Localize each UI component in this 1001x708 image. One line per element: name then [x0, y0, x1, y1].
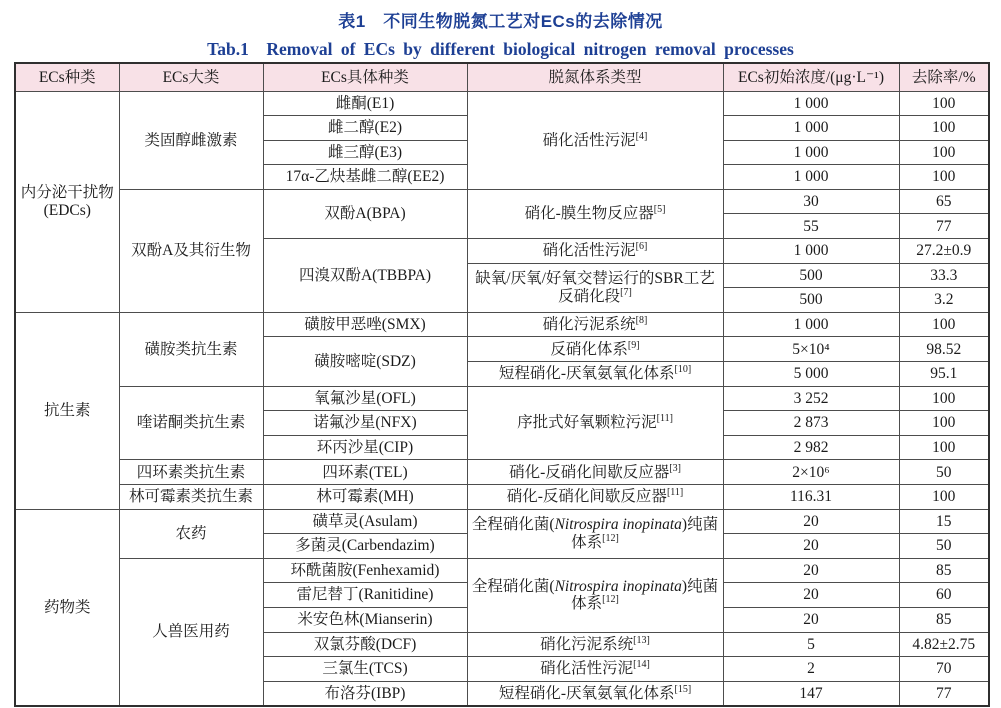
table-cell: 500: [723, 263, 899, 288]
table-cell: 85: [899, 558, 989, 583]
table-cell: 15: [899, 509, 989, 534]
table-caption-en: Tab.1 Removal of ECs by different biological nitrogen removal processes: [207, 39, 794, 59]
table-cell: 反硝化体系[9]: [467, 337, 723, 362]
table-cell: 65: [899, 189, 989, 214]
table-cell: 三氯生(TCS): [263, 657, 467, 682]
citation-ref: [11]: [666, 486, 684, 498]
citation-ref: [6]: [635, 241, 648, 253]
table-cell: 硝化污泥系统[13]: [467, 632, 723, 657]
table-cell: 100: [899, 435, 989, 460]
table-cell: 双氯芬酸(DCF): [263, 632, 467, 657]
table-cell: 27.2±0.9: [899, 239, 989, 264]
table-cell: 布洛芬(IBP): [263, 681, 467, 706]
col-header-ecs-major-class: ECs大类: [119, 63, 263, 91]
table-cell: 100: [899, 312, 989, 337]
citation-ref: [10]: [674, 363, 692, 375]
table-cell: 100: [899, 386, 989, 411]
col-header-ecs-category: ECs种类: [15, 63, 119, 91]
table-cell: 雌酮(E1): [263, 91, 467, 116]
table-cell: 2: [723, 657, 899, 682]
table-cell: 100: [899, 116, 989, 141]
table-cell: 5 000: [723, 362, 899, 387]
table-cell: 双酚A及其衍生物: [119, 189, 263, 312]
table-cell: 磺胺类抗生素: [119, 312, 263, 386]
table-cell: 5: [723, 632, 899, 657]
table-row: [15, 485, 989, 510]
citation-ref: [3]: [669, 462, 681, 474]
table-cell: 环丙沙星(CIP): [263, 435, 467, 460]
table-cell: 四溴双酚A(TBBPA): [263, 239, 467, 313]
table-cell: 雷尼替丁(Ranitidine): [263, 583, 467, 608]
table-cell: 2 982: [723, 435, 899, 460]
table-cell: 100: [899, 411, 989, 436]
table-cell: 17α-乙炔基雌二醇(EE2): [263, 165, 467, 190]
table-cell: 全程硝化菌(Nitrospira inopinata)纯菌体系[12]: [467, 509, 723, 558]
table-cell: 林可霉素(MH): [263, 485, 467, 510]
table-cell: 序批式好氧颗粒污泥[11]: [467, 386, 723, 460]
table-cell: 硝化-膜生物反应器[5]: [467, 189, 723, 238]
table-cell: 1 000: [723, 116, 899, 141]
table-cell: 硝化活性污泥[14]: [467, 657, 723, 682]
table-cell: 类固醇雌激素: [119, 91, 263, 189]
table-row: [15, 189, 989, 214]
table-cell: 100: [899, 165, 989, 190]
table-cell: 磺胺嘧啶(SDZ): [263, 337, 467, 386]
table-cell: 100: [899, 140, 989, 165]
table-cell: 环酰菌胺(Fenhexamid): [263, 558, 467, 583]
table-row: [15, 312, 989, 337]
table-cell: 缺氧/厌氧/好氧交替运行的SBR工艺反硝化段[7]: [467, 263, 723, 312]
citation-ref: [5]: [653, 204, 666, 216]
table-cell: 98.52: [899, 337, 989, 362]
table-cell: 33.3: [899, 263, 989, 288]
table-cell: 四环素类抗生素: [119, 460, 263, 485]
citation-ref: [11]: [656, 413, 673, 425]
citation-ref: [14]: [633, 659, 650, 671]
table-cell: 林可霉素类抗生素: [119, 485, 263, 510]
table-cell: 雌二醇(E2): [263, 116, 467, 141]
table-cell: 1 000: [723, 140, 899, 165]
table-cell: 1 000: [723, 165, 899, 190]
table-cell: 全程硝化菌(Nitrospira inopinata)纯菌体系[12]: [467, 558, 723, 632]
table-row: [15, 558, 989, 583]
table-cell: 硝化活性污泥[6]: [467, 239, 723, 264]
table-cell: 2 873: [723, 411, 899, 436]
group-pharmaceuticals: 药物类: [15, 509, 119, 706]
table-cell: 短程硝化-厌氧氨氧化体系[10]: [467, 362, 723, 387]
table-cell: 1 000: [723, 312, 899, 337]
table-cell: 硝化-反硝化间歇反应器[11]: [467, 485, 723, 510]
table-cell: 116.31: [723, 485, 899, 510]
table-cell: 硝化活性污泥[4]: [467, 91, 723, 189]
table-cell: 2×10⁶: [723, 460, 899, 485]
table-cell: 喹诺酮类抗生素: [119, 386, 263, 460]
citation-ref: [12]: [602, 594, 619, 606]
citation-ref: [15]: [674, 683, 692, 695]
table-cell: 70: [899, 657, 989, 682]
table-cell: 多菌灵(Carbendazim): [263, 534, 467, 559]
table-cell: 双酚A(BPA): [263, 189, 467, 238]
group-antibiotics: 抗生素: [15, 312, 119, 509]
citation-ref: [7]: [620, 286, 632, 298]
table-cell: 磺草灵(Asulam): [263, 509, 467, 534]
col-header-ecs-specific-type: ECs具体种类: [263, 63, 467, 91]
table-cell: 诺氟沙星(NFX): [263, 411, 467, 436]
table-cell: 60: [899, 583, 989, 608]
table-cell: 1 000: [723, 91, 899, 116]
table-cell: 短程硝化-厌氧氨氧化体系[15]: [467, 681, 723, 706]
table-cell: 50: [899, 460, 989, 485]
table-cell: 95.1: [899, 362, 989, 387]
table-row: [15, 91, 989, 116]
table-cell: 30: [723, 189, 899, 214]
citation-ref: [9]: [627, 339, 640, 351]
table-cell: 磺胺甲恶唑(SMX): [263, 312, 467, 337]
table-cell: 四环素(TEL): [263, 460, 467, 485]
citation-ref: [13]: [633, 634, 650, 646]
citation-ref: [12]: [602, 532, 619, 544]
group-edcs: 内分泌干扰物(EDCs): [15, 91, 119, 312]
table-cell: 100: [899, 485, 989, 510]
table-cell: 147: [723, 681, 899, 706]
table-cell: 人兽医用药: [119, 558, 263, 706]
table-cell: 77: [899, 214, 989, 239]
table-cell: 100: [899, 91, 989, 116]
citation-ref: [4]: [635, 130, 648, 142]
table-cell: 4.82±2.75: [899, 632, 989, 657]
table-caption-zh: 表1 不同生物脱氮工艺对ECs的去除情况: [338, 12, 663, 31]
col-header-initial-concentration: ECs初始浓度/(μg·L⁻¹): [723, 63, 899, 91]
table-cell: 20: [723, 583, 899, 608]
table-row: [15, 460, 989, 485]
table-body: [15, 91, 989, 706]
citation-ref: [8]: [635, 314, 648, 326]
table-cell: 3.2: [899, 288, 989, 313]
table-cell: 500: [723, 288, 899, 313]
table-cell: 20: [723, 558, 899, 583]
removal-table: [14, 62, 990, 707]
table-cell: 55: [723, 214, 899, 239]
table-cell: 20: [723, 607, 899, 632]
table-row: [15, 386, 989, 411]
table-cell: 硝化污泥系统[8]: [467, 312, 723, 337]
table-cell: 85: [899, 607, 989, 632]
col-header-denitrification-system: 脱氮体系类型: [467, 63, 723, 91]
table-row: [15, 509, 989, 534]
table-cell: 5×10⁴: [723, 337, 899, 362]
table-cell: 雌三醇(E3): [263, 140, 467, 165]
table-cell: 农药: [119, 509, 263, 558]
table-header-row: [15, 63, 989, 91]
table-cell: 3 252: [723, 386, 899, 411]
table-cell: 50: [899, 534, 989, 559]
table-cell: 20: [723, 509, 899, 534]
table-cell: 氧氟沙星(OFL): [263, 386, 467, 411]
col-header-removal-rate: 去除率/%: [899, 63, 989, 91]
table-cell: 77: [899, 681, 989, 706]
table-cell: 20: [723, 534, 899, 559]
table-cell: 硝化-反硝化间歇反应器[3]: [467, 460, 723, 485]
table-cell: 1 000: [723, 239, 899, 264]
table-cell: 米安色林(Mianserin): [263, 607, 467, 632]
